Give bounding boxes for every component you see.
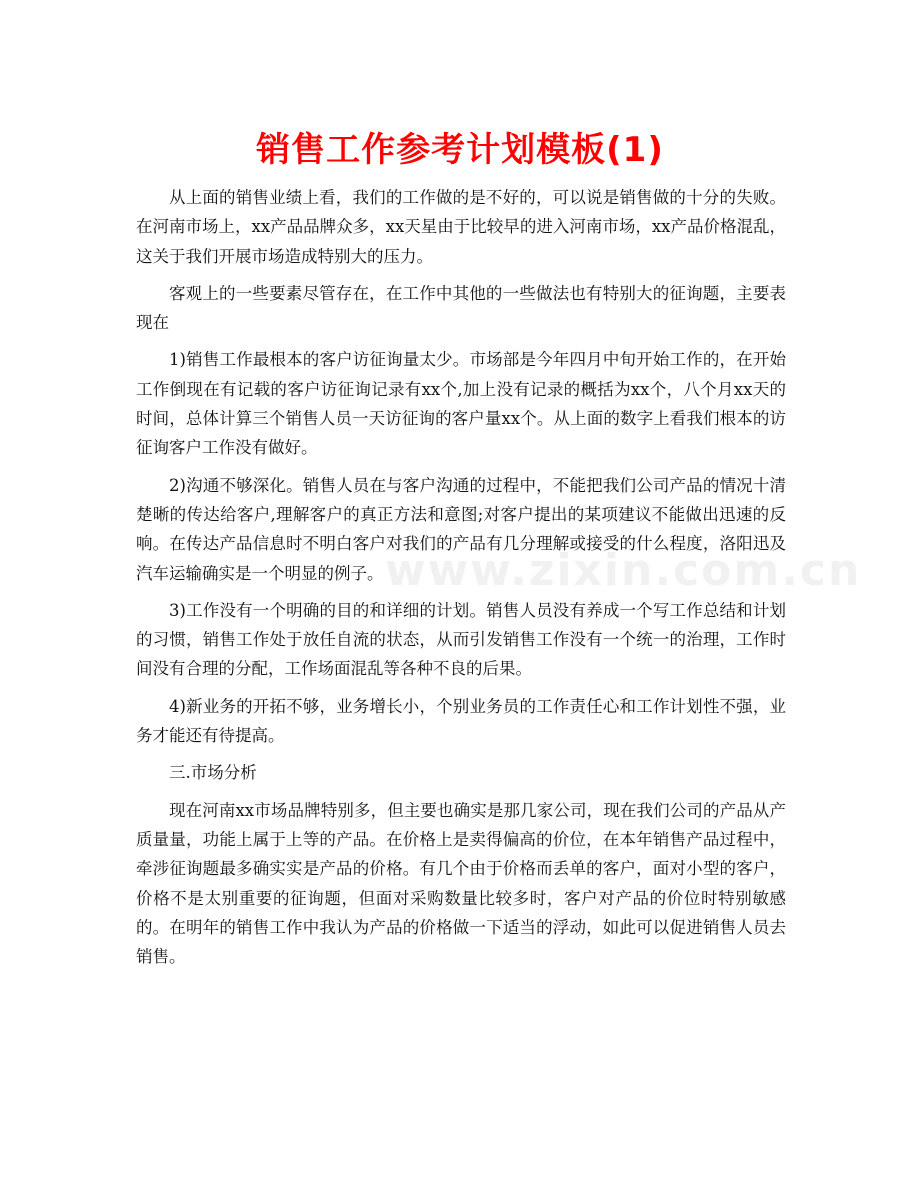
paragraph-market-analysis: 现在河南xx市场品牌特别多，但主要也确实是那几家公司，现在我们公司的产品从产质量量，功能上属于上等的产品。在价格上是卖得偏高的价位，在本年销售产品过程中，牵涉征询题最多确实实是产品的价格。有几个由于价格而丢单的客户，面对小型的客户，价格不是太别重要的征询题，但面对采购数量比较多时，客户对产品的价位时特别敏感的。在明年的销售工作中我认为产品的价格做一下适当的浮动，如此可以促进销售人员去销售。	[136, 800, 786, 967]
paragraph-point-1: 1)销售工作最根本的客户访征询量太少。市场部是今年四月中旬开始工作的，在开始工作倒现在有记载的客户访征询记录有xx个,加上没有记录的概括为xx个，八个月xx天的时间，总体计算三个销售人员一天访征询的客户量xx个。从上面的数字上看我们根本的访征询客户工作没有做好。	[136, 350, 786, 458]
document-body	[136, 183, 862, 979]
paragraph-intro: 从上面的销售业绩上看，我们的工作做的是不好的，可以说是销售做的十分的失败。在河南市场上，xx产品品牌众多，xx天星由于比较早的进入河南市场，xx产品价格混乱，这关于我们开展市场造成特别大的压力。	[136, 188, 786, 266]
section-heading-market-analysis: 三.市场分析	[169, 763, 257, 783]
document-title: 销售工作参考计划模板(1)	[256, 130, 664, 170]
paragraph-point-3: 3)工作没有一个明确的目的和详细的计划。销售人员没有养成一个写工作总结和计划的习惯，销售工作处于放任自流的状态，从而引发销售工作没有一个统一的治理，工作时间没有合理的分配，工作场面混乱等各种不良的后果。	[136, 600, 786, 679]
watermark: www.zixin.com.cn	[385, 545, 862, 596]
paragraph-objective-factors: 客观上的一些要素尽管存在，在工作中其他的一些做法也有特别大的征询题，主要表现在	[136, 283, 786, 333]
paragraph-point-2: 2)沟通不够深化。销售人员在与客户沟通的过程中，不能把我们公司产品的情况十清楚晰的传达给客户,理解客户的真正方法和意图;对客户提出的某项建议不能做出迅速的反响。在传达产品信息时不明白客户对我们的产品有几分理解或接受的什么程度，洛阳迅及汽车运输确实是一个明显的例子。	[136, 475, 786, 583]
paragraph-point-4: 4)新业务的开拓不够，业务增长小，个别业务员的工作责任心和工作计划性不强，业务才能还有待提高。	[136, 696, 786, 746]
